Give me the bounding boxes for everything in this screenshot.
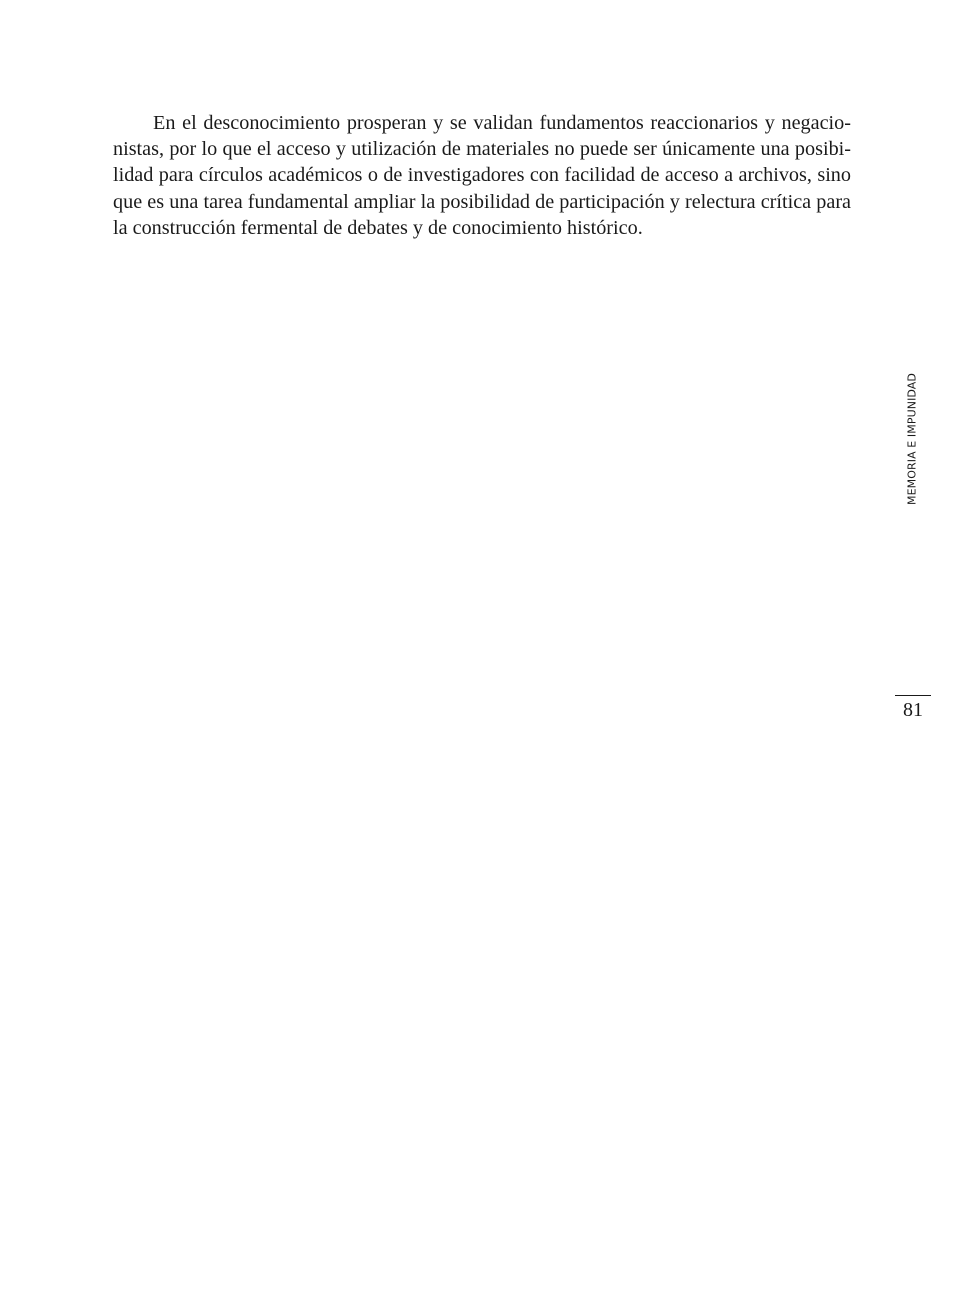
page-number-rule <box>895 695 931 696</box>
paragraph-line: la construcción fermental de debates y de conocimiento histórico. <box>113 216 643 239</box>
paragraph-line: que es una tarea fundamental ampliar la posibilidad de participación y relectura crítica para <box>113 190 851 213</box>
paragraph-line: En el desconocimiento prosperan y se validan fundamentos reaccionarios y negacio- <box>153 112 851 134</box>
page-number: 81 <box>903 699 923 721</box>
body-paragraph <box>113 110 851 241</box>
paragraph-line: lidad para círculos académicos o de investigadores con facilidad de acceso a archivos, sino <box>113 164 851 187</box>
running-title: MEMORIA E IMPUNIDAD <box>905 372 919 506</box>
paragraph-line: nistas, por lo que el acceso y utilización de materiales no puede ser únicamente una posibi- <box>113 138 851 161</box>
